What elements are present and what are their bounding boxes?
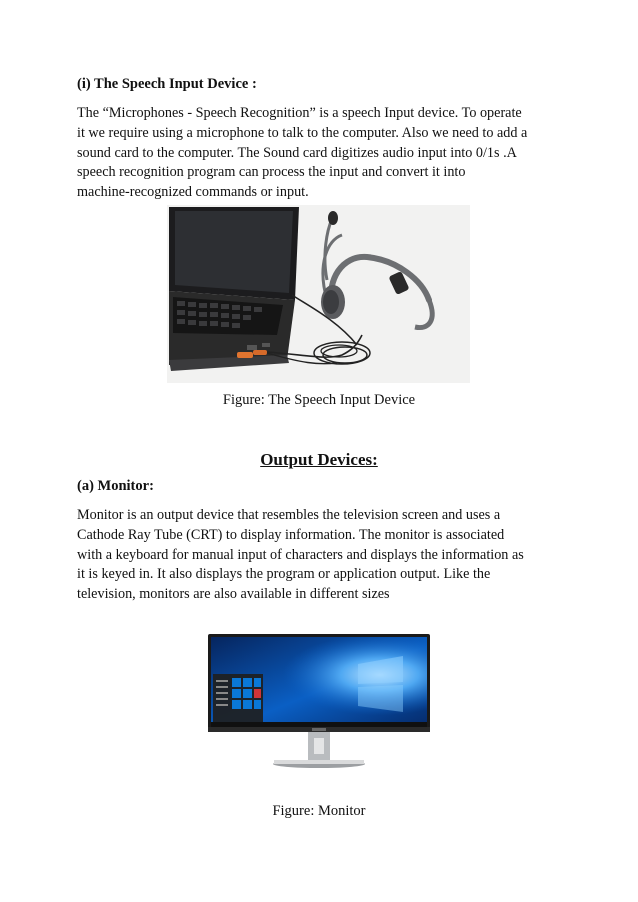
speech-input-figure — [167, 205, 470, 383]
paragraph-line: Cathode Ray Tube (CRT) to display information. The monitor is associated — [77, 526, 505, 543]
monitor-paragraph — [77, 506, 567, 605]
monitor-illustration — [208, 634, 430, 772]
monitor-heading: (a) Monitor: — [77, 478, 154, 494]
speech-figure-caption: Figure: The Speech Input Device — [222, 392, 416, 408]
monitor-figure-caption: Figure: Monitor — [272, 803, 366, 819]
speech-input-paragraph — [77, 104, 567, 203]
paragraph-line: sound card to the computer. The Sound card digitizes audio input into 0/1s .A — [77, 144, 517, 161]
paragraph-line: with a keyboard for manual input of characters and displays the information as — [77, 546, 524, 563]
monitor-figure — [208, 634, 430, 772]
paragraph-line: Monitor is an output device that resembles the television screen and uses a — [77, 507, 501, 523]
paragraph-line: speech recognition program can process the input and convert it into — [77, 164, 466, 181]
paragraph-line: television, monitors are also available in different sizes — [77, 586, 390, 603]
laptop-headset-illustration — [167, 205, 470, 383]
output-devices-title: Output Devices: — [260, 450, 378, 469]
paragraph-line: it is keyed in. It also displays the program or application output. Like the — [77, 566, 491, 583]
speech-input-heading: (i) The Speech Input Device : — [77, 76, 257, 92]
paragraph-line: it we require using a microphone to talk to the computer. Also we need to add a — [77, 124, 528, 141]
paragraph-line: The “Microphones - Speech Recognition” is a speech Input device. To operate — [77, 105, 522, 121]
paragraph-line: machine-recognized commands or input. — [77, 184, 309, 201]
